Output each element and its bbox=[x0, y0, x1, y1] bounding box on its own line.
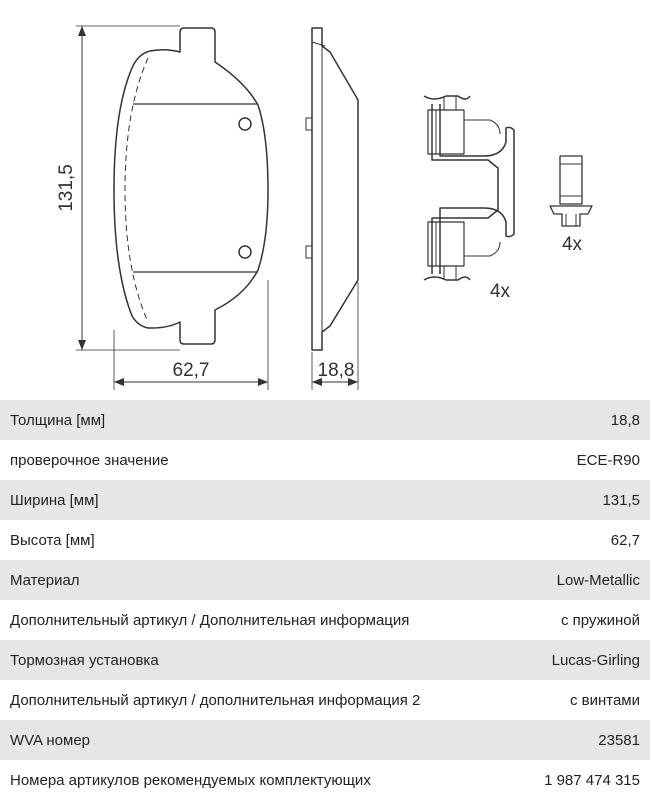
table-row bbox=[0, 720, 650, 760]
bolt bbox=[550, 156, 592, 226]
spec-value: с пружиной bbox=[560, 611, 640, 629]
spec-label: Дополнительный артикул / Дополнительная информация bbox=[10, 611, 410, 629]
spec-value: 62,7 bbox=[610, 531, 640, 549]
brake-pad-outline bbox=[114, 28, 268, 344]
pad-hole-lower bbox=[239, 246, 251, 258]
dim-thickness-label: 18,8 bbox=[317, 360, 355, 381]
table-row bbox=[0, 480, 650, 520]
dim-height-label: 131,5 bbox=[56, 164, 77, 212]
spec-label: WVA номер bbox=[10, 731, 91, 749]
table-row bbox=[0, 400, 650, 440]
spring-qty-label: 4x bbox=[489, 281, 511, 302]
spec-value: 1 987 474 315 bbox=[544, 771, 640, 789]
spec-label: Высота [мм] bbox=[10, 531, 95, 549]
table-row bbox=[0, 520, 650, 560]
pad-hole-upper bbox=[239, 118, 251, 130]
table-row bbox=[0, 760, 650, 800]
bolt-qty-label: 4x bbox=[561, 234, 583, 255]
spec-label: Материал bbox=[10, 571, 80, 589]
table-row bbox=[0, 680, 650, 720]
spec-value: Lucas-Girling bbox=[551, 651, 640, 669]
spec-label: Дополнительный артикул / дополнительная информация 2 bbox=[10, 691, 421, 709]
specs-table bbox=[0, 400, 650, 800]
spec-value: 23581 bbox=[598, 731, 640, 749]
dim-width-label: 62,7 bbox=[172, 360, 210, 381]
spec-label: Ширина [мм] bbox=[10, 491, 99, 509]
table-row bbox=[0, 440, 650, 480]
spec-value: ECE-R90 bbox=[576, 451, 640, 469]
spec-label: Номера артикулов рекомендуемых комплектующих bbox=[10, 771, 371, 789]
table-row bbox=[0, 640, 650, 680]
dimension-lines bbox=[76, 26, 358, 390]
table-row bbox=[0, 560, 650, 600]
table-row bbox=[0, 600, 650, 640]
brake-pad-dashed-inner bbox=[125, 58, 148, 322]
spec-value: 131,5 bbox=[602, 491, 640, 509]
spec-label: Тормозная установка bbox=[10, 651, 159, 669]
spec-label: проверочное значение bbox=[10, 451, 169, 469]
brake-pad-side-view bbox=[312, 28, 358, 350]
spec-value: Low-Metallic bbox=[556, 571, 640, 589]
spec-value: 18,8 bbox=[610, 411, 640, 429]
spec-label: Толщина [мм] bbox=[10, 411, 106, 429]
spring-clip bbox=[424, 96, 514, 280]
spec-value: с винтами bbox=[569, 691, 640, 709]
